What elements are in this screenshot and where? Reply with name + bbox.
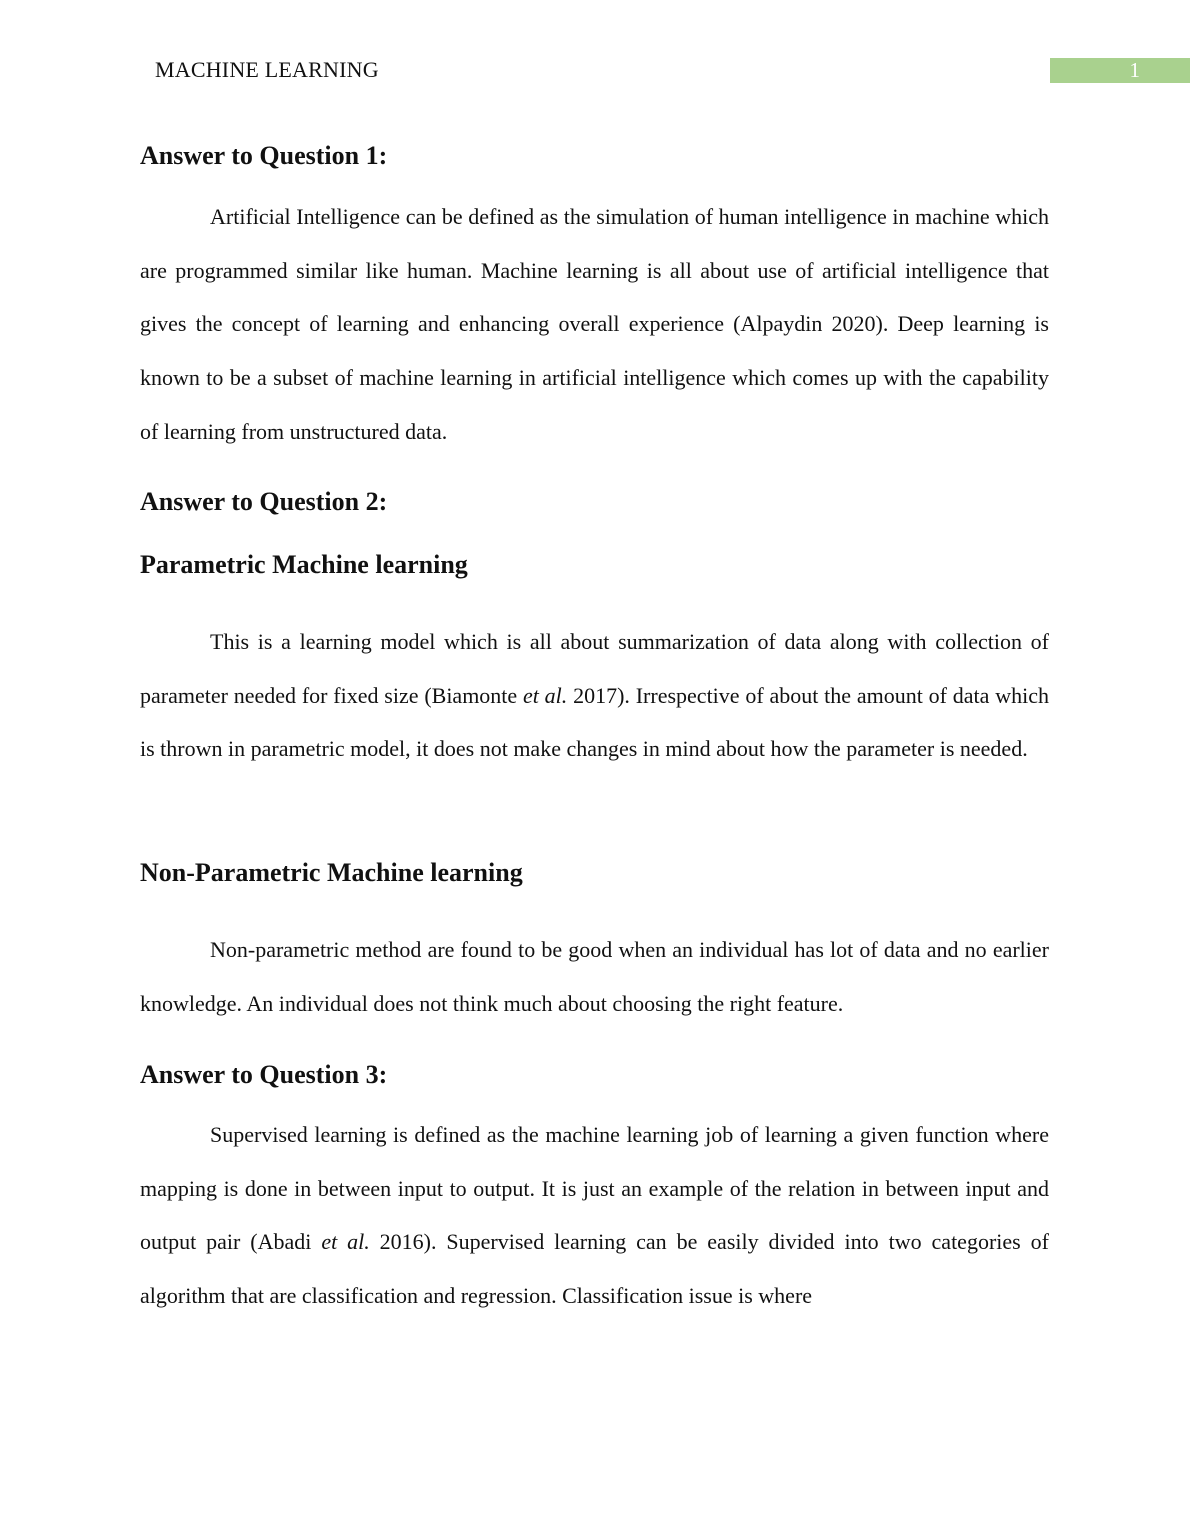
nonparametric-heading: Non-Parametric Machine learning (140, 858, 523, 887)
page-number-box (1050, 58, 1190, 83)
q3-heading: Answer to Question 3: (140, 1060, 388, 1089)
parametric-paragraph (140, 615, 1049, 776)
parametric-heading: Parametric Machine learning (140, 550, 468, 579)
parametric-text-1: This is a learning model which is all about summarization of data along with collection of parameter needed for fixed size (Biamonte (140, 629, 1049, 708)
q3-text-1: Supervised learning is defined as the machine learning job of learning a given function where mapping is done in between input to output. It is just an example of the relation in between input and output pair (Abadi (140, 1122, 1049, 1255)
running-head: MACHINE LEARNING (155, 57, 379, 82)
page-number: 1 (1129, 58, 1140, 82)
q3-paragraph (140, 1108, 1049, 1323)
nonparametric-paragraph: Non-parametric method are found to be good when an individual has lot of data and no earlier knowledge. An individual does not think much about choosing the right feature. (140, 937, 1049, 1016)
q1-heading: Answer to Question 1: (140, 141, 388, 170)
parametric-text-2: 2017). Irrespective of about the amount of data which is thrown in parametric model, it does not make changes in mind about how the parameter is needed. (140, 682, 1049, 762)
q1-paragraph: Artificial Intelligence can be defined as the simulation of human intelligence in machine which are programmed similar like human. Machine learning is all about use of artificial intelligence that gives the concept of learning and enhancing overall experience (Alpaydin 2020). Deep learning is known to be a subset of machine learning in artificial intelligence which comes up with the capability of learning from unstructured data. (140, 204, 1049, 444)
q2-heading: Answer to Question 2: (140, 487, 388, 516)
parametric-citation-etal: et al. (523, 682, 568, 708)
q3-citation-etal: et al. (321, 1229, 370, 1255)
q3-text-2: 2016). Supervised learning can be easily divided into two categories of algorithm that are classification and regression. Classification issue is where (140, 1229, 1049, 1309)
